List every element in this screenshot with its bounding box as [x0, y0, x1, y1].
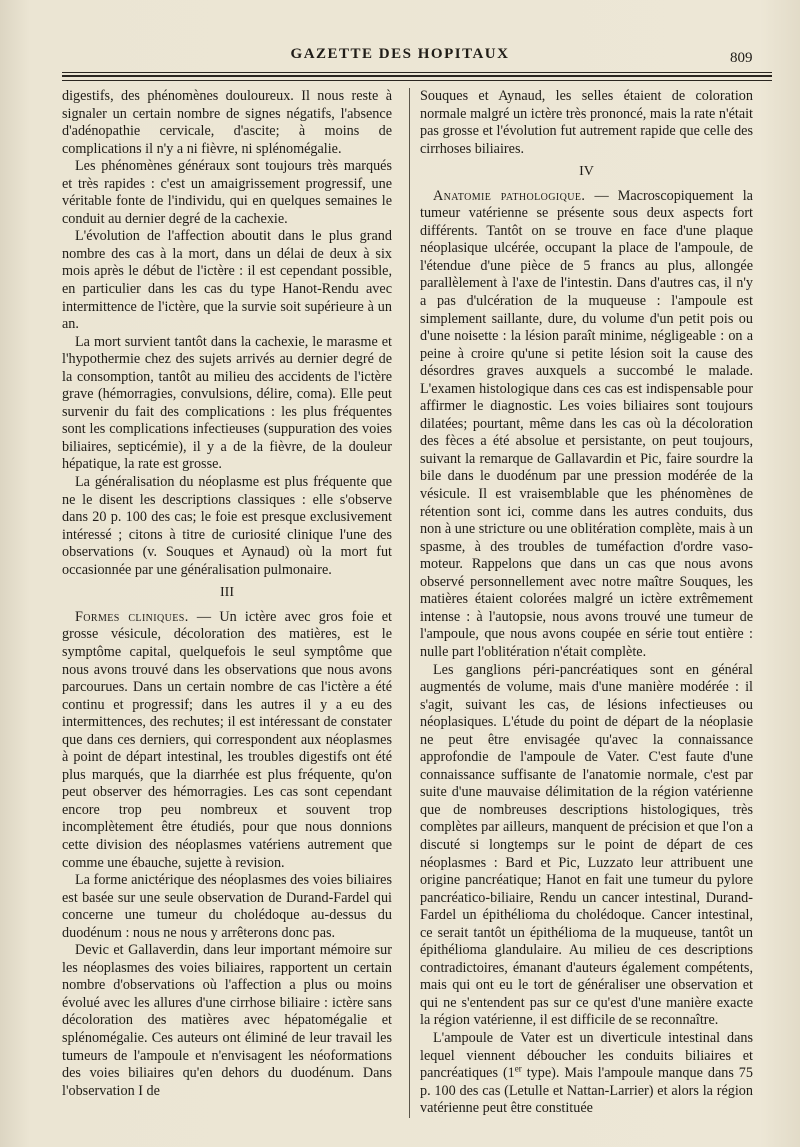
paragraph: Devic et Gallaverdin, dans leur important mémoire sur les néoplasmes des voies biliaires, rapportent un certain nombre d'observations où l'affection a plus ou moins évolué avec les allures d'une cirrhose biliaire : ictère sans décoloration des matières avec hépatomégalie et splénomégalie. Ces auteurs ont éliminé de leur travail les tumeurs de l'ampoule et n'envisagent les néoformations des voies biliaires qu'en dehors du duodénum. Dans l'observation I de	[62, 942, 392, 1099]
paragraph: Les ganglions péri-pancréatiques sont en général augmentés de volume, mais d'une manière modérée : il s'agit, suivant les cas, de lésions infectieuses ou néoplasiques. L'étude du point de départ de la néoplasie ne peut être envisagée qu'avec la connaissance approfondie de l'ampoule de Vater. C'est faute d'une connaissance suffisante de l'anatomie normale, c'est par suite d'une mauvaise délimitation de la région vatérienne que de nombreuses descriptions histologiques, très complètes par ailleurs, manquent de précision et que l'on a discuté si longtemps sur le point de départ de ces néoplasmes : Bard et Pic, Luzzato leur attribuent une origine pancréatique; Hanot en fait une tumeur du pylore pancréatico-biliaire, Rendu un cancer intestinal, Durand-Fardel un épithélioma du cholédoque. Cancer intestinal, ce serait tantôt un épithélioma de la muqueuse, tantôt un épithélioma glandulaire. Au milieu de ces descriptions contradictoires, émanant d'auteurs également compétents, mais qui ont eu le tort de généraliser une observation et qui ne s'entendent pas sur ce qu'est d'une manière exacte la région vatérienne, il est difficile de se reconnaître.	[420, 661, 753, 1029]
paragraph: L'évolution de l'affection aboutit dans le plus grand nombre des cas à la mort, dans un délai de deux à six mois après le début de l'ictère : il est cependant possible, en particulier dans les cas du type Hanot-Rendu avec intermittence de l'ictère, que la survie soit supérieure à un an.	[62, 228, 392, 333]
paragraph-text: L'ampoule de Vater est un diverticule intestinal dans lequel viennent déboucher les conduits biliaires et pancréatiques (1	[420, 1029, 753, 1082]
section-number: III	[220, 585, 234, 601]
section-number: IV	[579, 164, 594, 180]
paragraph: La mort survient tantôt dans la cachexie, le marasme et l'hypothermie chez des sujets arrivés au dernier degré de la consomption, tantôt au milieu des accidents de l'ictère grave (hémorragies, convulsions, délire, coma). Elle peut survenir du fait des complications : les plus fréquentes sont les complications infectieuses (suppuration des voies biliaires, septicémie), il y a de la fièvre, de la douleur hépatique, la rate est grosse.	[62, 333, 392, 473]
right-column	[420, 88, 753, 1118]
header-rule-thick	[62, 75, 772, 77]
paragraph	[62, 609, 392, 872]
paragraph: Les phénomènes généraux sont toujours très marqués et très rapides : c'est un amaigrissement progressif, une véritable fonte de l'individu, qui en quelques semaines le conduit au dernier degré de la cachexie.	[62, 158, 392, 227]
paragraph-text: — Un ictère avec gros foie et grosse vésicule, décoloration des matières, est le symptôme capital, quelquefois le seul symptôme que nous avons trouvé dans les observations que nous avons parcourues. Dans un certain nombre de cas l'ictère a été continu et progressif; dans les autres il y a eu des intermittences, des rechutes; il est intéressant de constater que dans ces derniers, qui correspondent aux néoplasmes à point de départ intestinal, les troubles digestifs ont été plus marqués, que la diarrhée est plus fréquente, qu'on peut observer des hémorragies. Les cas sont cependant encore trop peu nombreux et souvent trop incomplètement être étudiés, pour que nous donnions cette division des néoplasmes vatériens autrement que comme une ébauche, sujette à revision.	[62, 608, 392, 871]
section-heading: Formes cliniques.	[75, 608, 189, 625]
paragraph: digestifs, des phénomènes douloureux. Il nous reste à signaler un certain nombre de signes négatifs, l'absence d'adénopathie cervicale, d'ascite; à moins de complications il n'y a ni fièvre, ni splénomégalie.	[62, 88, 392, 157]
paragraph-text: — Macroscopiquement la tumeur vatérienne se présente sous deux aspects fort différents. Tantôt on se trouve en face d'une plaque néoplasique ulcérée, occupant la place de l'ampoule, de l'étendue d'une pièce de 5 francs au plus, allongée parallèlement à l'axe de l'intestin. Dans d'autres cas, il n'y a pas d'ulcération de la muqueuse : l'ampoule est simplement saillante, dure, du volume d'un petit pois ou d'une noisette : la lésion paraît minime, négligeable : on a peine à croire qu'une si petite lésion soit la cause des désordres graves auxquels a succombé le malade. L'examen histologique dans ces cas est indispensable pour affirmer le diagnostic. Les voies biliaires sont toujours dilatées; pourtant, même dans les cas où la décoloration des fèces a été absolue et persistante, on peut toujours, suivant la remarque de Gallavardin et Pic, faire sourdre la bile dans le duodénum par une pression modérée de la vésicule. Il est vraisemblable que les phénomènes de rétention sont ici, comme dans les autres conduits, dus non à une stricture ou une oblitération complète, mais à un spasme, à des troubles de tuméfaction d'ordre vaso-moteur. Rappelons que dans un cas que nous avons observé personnellement avec notre maître Souques, les matières étaient colorées malgré un ictère extrêmement intense : à l'autopsie, nous avons trouvé une tumeur de l'ampoule, que nous avons coupée en série tout entière : nulle part l'oblitération n'était complète.	[420, 187, 753, 660]
header-rule-top	[62, 72, 772, 73]
paragraph-text: type). Mais l'ampoule manque dans 75 p. 100 des cas (Letulle et Nattan-Larrier) et alors la région vatérienne peut être constituée	[420, 1065, 753, 1117]
superscript: er	[514, 1063, 522, 1074]
column-divider	[409, 88, 410, 1118]
paragraph	[420, 188, 753, 662]
paragraph: La généralisation du néoplasme est plus fréquente que ne le disent les descriptions classiques : elle s'observe dans 20 p. 100 des cas; le foie est presque exclusivement intéressé ; citons à titre de curiosité clinique l'une des observations (v. Souques et Aynaud) où la mort fut occasionnée par une généralisation pulmonaire.	[62, 474, 392, 578]
journal-title: GAZETTE DES HOPITAUX	[290, 46, 510, 62]
header-rule-bottom	[62, 80, 772, 81]
paragraph	[420, 1030, 753, 1118]
left-column	[62, 88, 392, 1100]
section-heading: Anatomie pathologique.	[433, 187, 586, 204]
page-number: 809	[730, 50, 753, 66]
paragraph: Souques et Aynaud, les selles étaient de coloration normale malgré un ictère très prononcé, mais la rate n'était pas grosse et l'évolution fut autrement rapide que celle des cirrhoses biliaires.	[420, 88, 753, 157]
paragraph: La forme anictérique des néoplasmes des voies biliaires est basée sur une seule observation de Durand-Fardel qui concerne une tumeur du cholédoque au-dessus du duodénum : nous ne nous y arrêterons donc pas.	[62, 872, 392, 941]
